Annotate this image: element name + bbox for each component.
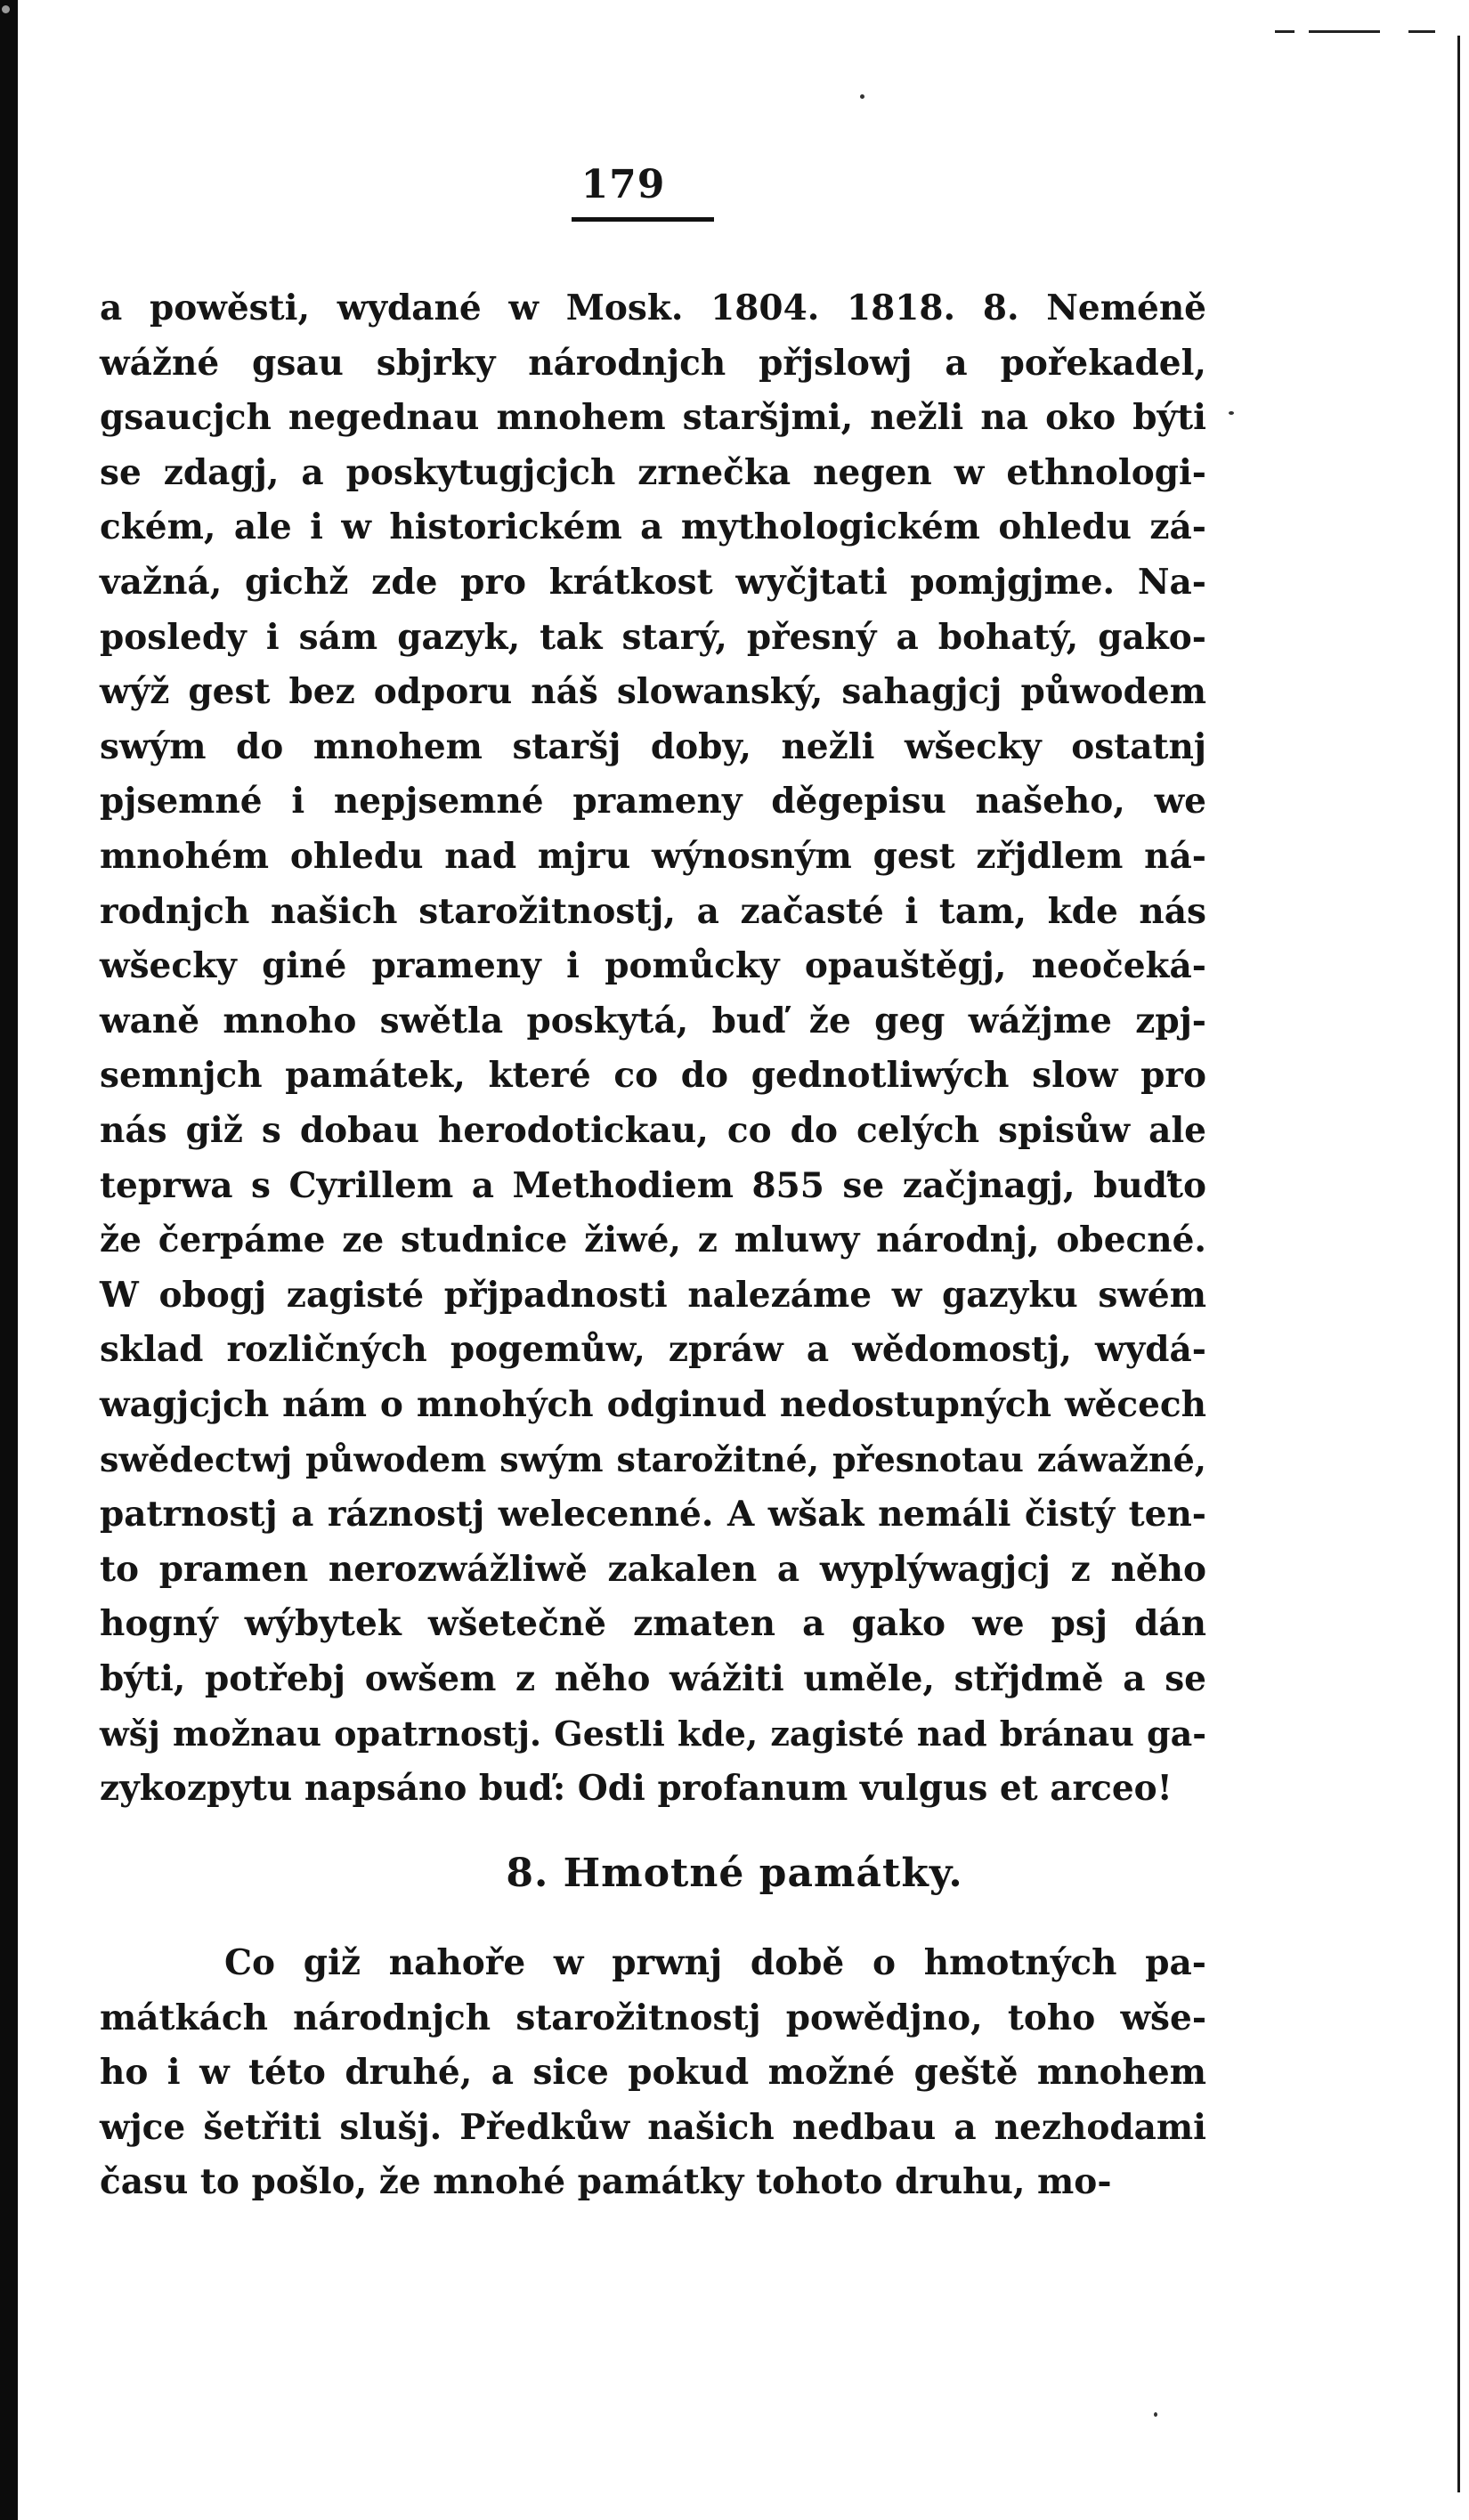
text-line: sklad rozličných pogemůw, zpráw a wědomostj, wydá- <box>100 1329 1206 1371</box>
ink-speck <box>1229 411 1234 415</box>
text-line: teprwa s Cyrillem a Methodiem 855 se začjnagj, buďto <box>100 1164 1206 1206</box>
text-line: ckém, ale i w historickém a mythologickém ohledu zá- <box>100 506 1206 548</box>
text-line: nás giž s dobau herodotickau, co do celých spisůw ale <box>100 1109 1206 1151</box>
page-number-rule <box>572 217 714 222</box>
text-line: ho i w této druhé, a sice pokud možné geště mnohem <box>100 2052 1206 2094</box>
text-line: važná, gichž zde pro krátkost wyčjtati pomjgjme. Na- <box>100 561 1206 603</box>
text-line: wagjcjch nám o mnohých odginud nedostupných wěcech <box>100 1383 1206 1425</box>
text-line: wšecky giné prameny i pomůcky opauštěgj, neočeká- <box>100 945 1206 987</box>
text-line: patrnostj a ráznostj welecenné. A wšak nemáli čistý ten- <box>100 1494 1206 1535</box>
text-line: zykozpytu napsáno buď: Odi profanum vulgus et arceo! <box>100 1768 1173 1810</box>
text-line: wýž gest bez odporu náš slowanský, sahagjcj půwodem <box>100 671 1206 713</box>
binding-rivet <box>2 5 10 13</box>
ink-speck <box>1154 2412 1157 2417</box>
text-line: hogný wýbytek wšetečně zmaten a gako we psj dán <box>100 1603 1206 1645</box>
text-line: Co giž nahoře w prwnj době o hmotných pa- <box>224 1942 1206 1983</box>
text-line: semnjch památek, které co do gednotliwých slow pro <box>100 1055 1206 1097</box>
text-line: wážné gsau sbjrky národnjch přjslowj a pořekadel, <box>100 342 1206 384</box>
text-line: swědectwj půwodem swým starožitné, přesnotau záwažné, <box>100 1439 1206 1480</box>
text-line: že čerpáme ze studnice žiwé, z mluwy národnj, obecné. <box>100 1219 1206 1261</box>
text-line: býti, potřebj owšem z něho wážiti uměle, střjdmě a se <box>100 1657 1206 1699</box>
book-spine-shadow <box>0 0 18 2520</box>
section-heading: 8. Hmotné památky. <box>506 1851 963 1896</box>
text-line: a powěsti, wydané w Mosk. 1804. 1818. 8. Neméně <box>100 288 1206 328</box>
text-line: pjsemné i nepjsemné prameny děgepisu našeho, we <box>100 781 1206 822</box>
page-number: 179 <box>580 162 666 207</box>
text-line: posledy i sám gazyk, tak starý, přesný a bohatý, gako- <box>100 616 1206 658</box>
text-line: to pramen nerozwážliwě zakalen a wyplýwagjcj z něho <box>100 1548 1206 1590</box>
text-line: času to pošlo, že mnohé památky tohoto druhu, mo- <box>100 2161 1112 2203</box>
text-line: waně mnoho swětla poskytá, buď že geg wážjme zpj- <box>100 1000 1206 1041</box>
page-edge-rule <box>1457 36 1460 2492</box>
text-line: wšj možnau opatrnostj. Gestli kde, zagisté nad bránau ga- <box>100 1714 1206 1754</box>
text-line: W obogj zagisté přjpadnosti nalezáme w gazyku swém <box>100 1274 1206 1316</box>
text-line: gsaucjch negednau mnohem staršjmi, nežli na oko býti <box>100 397 1206 439</box>
paragraph-1 <box>100 281 1206 1817</box>
text-line: swým do mnohem staršj doby, nežli wšecky ostatnj <box>100 725 1206 767</box>
text-line: mátkách národnjch starožitnostj powědjno, toho wše- <box>100 1997 1206 2038</box>
text-line: wjce šetřiti slušj. Předkůw našich nedbau a nezhodami <box>100 2106 1206 2148</box>
ink-speck <box>860 94 864 99</box>
text-line: rodnjch našich starožitnostj, a začasté i tam, kde nás <box>100 890 1206 932</box>
paragraph-2 <box>100 1936 1206 2210</box>
corner-scan-mark <box>1275 30 1453 34</box>
text-line: se zdagj, a poskytugjcjch zrnečka negen w ethnologi- <box>100 451 1206 493</box>
text-line: mnohém ohledu nad mjru wýnosným gest zřjdlem ná- <box>100 835 1206 877</box>
